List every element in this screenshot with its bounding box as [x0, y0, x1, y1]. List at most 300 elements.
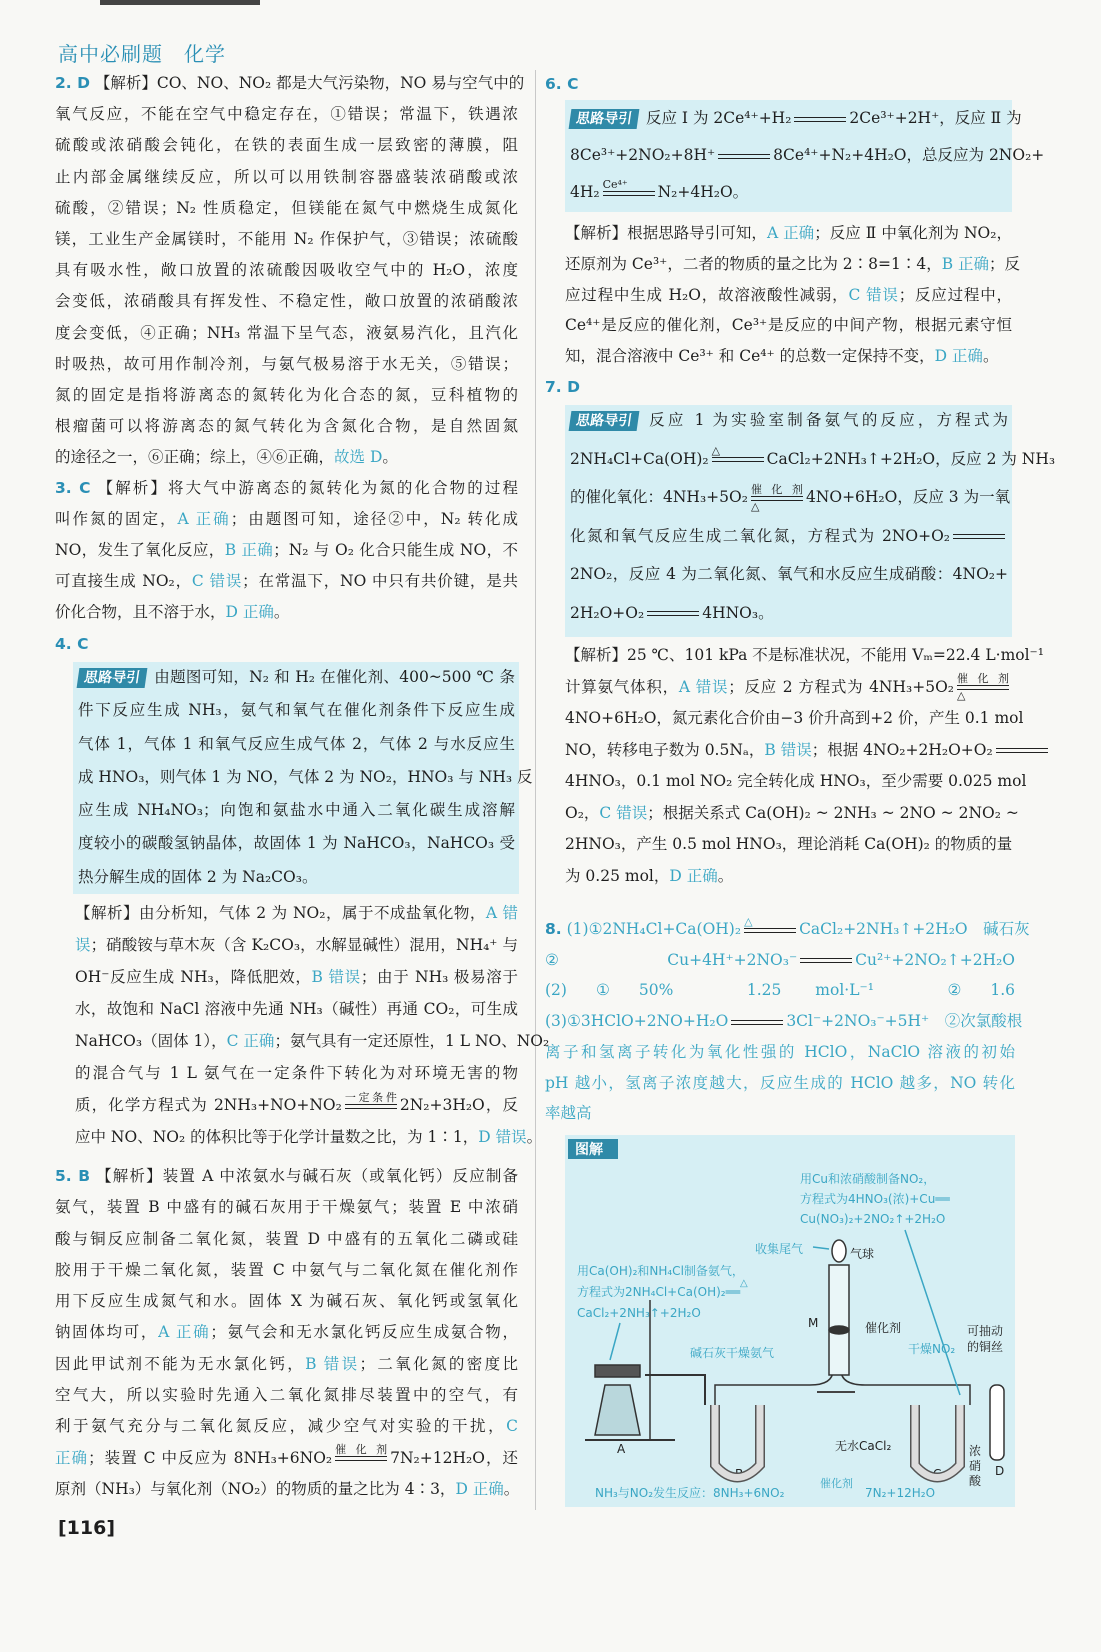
text-run: ；由题图可知，途径②中，N₂ 转化成 — [230, 510, 518, 528]
text-run: 8Ce⁴⁺+N₂+4H₂O，总反应为 2NO₂+ — [773, 146, 1045, 164]
text-line — [565, 249, 1021, 280]
text-line — [55, 1349, 518, 1380]
text-line — [78, 694, 515, 727]
text-run: 酸与铜反应制备二氧化氮，装置 D 中盛有的五氧化二磷或硅 — [55, 1229, 518, 1248]
judgement-text: D 正确 — [455, 1479, 504, 1498]
equation-sign — [718, 142, 770, 171]
text-run: 质，化学方程式为 2NH₃+NO+NO₂ — [75, 1096, 342, 1114]
judgement-text: A 正确 — [177, 510, 231, 528]
apparatus-diagram — [565, 1135, 1015, 1507]
condition-under — [712, 462, 764, 474]
condition-under — [953, 539, 1005, 551]
question-6-label — [545, 69, 1015, 100]
text-run: 胶用于干燥二氧化氮，装置 C 中氨气与二氧化氮在催化剂作 — [55, 1260, 518, 1279]
text-line — [55, 286, 518, 317]
text-run: 热分解生成的固体 2 为 Na₂CO₃。 — [78, 867, 318, 886]
text-run: CaCl₂+2NH₃↑+2H₂O 碱石灰 — [799, 920, 1030, 938]
text-run: 根瘤菌可以将游离态的氮气转化为含氮化合物，是自然固氮 — [55, 417, 518, 436]
judgement-text: C — [506, 1417, 518, 1436]
question-6-analysis — [565, 218, 1021, 372]
text-line — [55, 349, 518, 380]
text-run: 8Ce³⁺+2NO₂+8H⁺ — [570, 146, 716, 164]
text-run: 【解析】25 ℃、101 kPa 不是标准状况，不能用 Vₘ=22.4 L·mol⁻¹ — [565, 646, 1044, 664]
apparatus-svg — [565, 1135, 1015, 1507]
label-products: 7N₂+12H₂O — [865, 1486, 936, 1500]
column-divider — [535, 70, 536, 1510]
text-run: 叫作氮的固定， — [55, 510, 178, 528]
text-run: 硫酸或浓硝酸会钝化，在铁的表面生成一层致密的薄膜，阻 — [55, 136, 518, 155]
condition-under — [744, 933, 796, 945]
answer-label: 8. — [545, 920, 562, 938]
text-run: (2)①50% 1.25 mol·L⁻¹ ②1.6 — [545, 981, 1015, 1000]
label-balloon: 气球 — [850, 1247, 875, 1261]
judgement-text: 正确 — [55, 1448, 89, 1467]
text-line — [545, 1037, 1015, 1068]
text-line — [55, 224, 518, 255]
label-movable: 可抽动 — [967, 1324, 1004, 1338]
hint-tag: 思路导引 — [569, 109, 640, 129]
condition-over: Ce⁴⁺ — [602, 177, 628, 191]
text-line — [75, 1089, 518, 1121]
judgement-text: D 正确 — [934, 347, 983, 366]
text-run: 的混合气与 1 L 氨气在一定条件下转化为对环境无害的物 — [75, 1064, 518, 1082]
condition-under — [345, 1109, 397, 1121]
judgement-text: A 错 — [485, 904, 518, 922]
text-line — [545, 1068, 1015, 1099]
text-line — [570, 517, 1008, 556]
text-run: Ce⁴⁺是反应的催化剂，Ce³⁺是反应的中间产物，根据元素守恒 — [565, 316, 1012, 335]
text-line — [55, 99, 518, 130]
condition-over — [731, 1008, 783, 1020]
text-run: 气体 1，气体 1 和氧气反应生成气体 2，气体 2 与水反应生 — [78, 734, 515, 753]
answer-label: 6. C — [545, 75, 579, 93]
text-line — [565, 280, 1012, 311]
judgement-text: C 错误 — [191, 572, 243, 590]
question-3-answer — [55, 473, 518, 628]
text-line — [55, 442, 518, 473]
text-run: 原剂（NH₃）与氧化剂（NO₂）的物质的量之比为 4∶3， — [55, 1479, 456, 1498]
judgement-text: B 错误 — [311, 968, 361, 986]
text-run: 成 HNO₃，则气体 1 为 NO，气体 2 为 NO₂，HNO₃ 与 NH₃ 反 — [78, 767, 533, 786]
text-run: 反应 Ⅰ 为 2Ce⁴⁺+H₂ — [646, 109, 792, 127]
judgement-text: B 正确 — [224, 541, 274, 559]
answer-label: 7. D — [545, 378, 580, 396]
text-run: 2HNO₃，产生 0.5 mol HNO₃，理论消耗 Ca(OH)₂ 的物质的量 — [565, 835, 1013, 853]
label-tail-gas: 收集尾气 — [755, 1242, 804, 1256]
text-line — [55, 597, 518, 628]
text-run: 还原剂为 Ce³⁺，二者的物质的量之比为 2∶8=1∶4， — [565, 254, 942, 273]
text-run: 4H₂ — [570, 183, 600, 201]
text-run: 空气大，所以实验时先通入二氧化氮排尽装置中的空气，有 — [55, 1386, 518, 1405]
text-line — [55, 504, 518, 535]
text-run: ；氨气会和无水氯化钙反应生成氨合物， — [210, 1323, 518, 1342]
diagram-black-labels — [617, 1246, 1004, 1488]
label-b: B — [735, 1467, 744, 1481]
text-line — [565, 766, 1027, 798]
label-dry-nh3: 碱石灰干燥氨气 — [690, 1346, 775, 1360]
label-conc-1: 浓 — [969, 1444, 982, 1458]
text-run: ；二氧化氮的密度比 — [359, 1354, 518, 1373]
equation-sign — [335, 1444, 387, 1473]
text-line — [55, 1286, 518, 1317]
label-nh3-eq1: 方程式为2NH₄Cl+Ca(OH)₂══ — [577, 1285, 741, 1299]
text-run: 离子和氢离子转化为氧化性强的 HClO，NaClO 溶液的初始 — [545, 1042, 1015, 1061]
text-run: 件下反应生成 NH₃，氨气和氧气在催化剂条件下反应生成 — [78, 701, 515, 720]
text-line — [565, 735, 1012, 767]
question-4-hint — [78, 661, 533, 894]
condition-over: 催化剂 — [335, 1443, 388, 1457]
text-run: 反应 1 为实验室制备氨气的反应，方程式为 — [646, 411, 1008, 429]
judgement-text: D 错误 — [478, 1128, 527, 1146]
text-line — [545, 975, 1015, 1006]
judgement-text: A 正确 — [766, 224, 815, 242]
answer-label: 3. C — [55, 479, 91, 497]
equation-sign — [345, 1092, 397, 1121]
equation-sign — [744, 916, 796, 945]
equation-sign — [731, 1008, 783, 1037]
text-line — [78, 861, 515, 894]
text-line — [75, 993, 518, 1025]
text-line — [55, 380, 518, 411]
text-run: (1)①2NH₄Cl+Ca(OH)₂ — [561, 920, 742, 938]
text-run: 。 — [503, 1479, 520, 1498]
text-run: 7N₂+12H₂O，还 — [390, 1448, 518, 1467]
text-line — [545, 1006, 1023, 1037]
equation-sign — [996, 736, 1048, 765]
judgement-text: B 正确 — [941, 254, 990, 273]
label-cu-eq1: 方程式为4HNO₃(浓)+Cu══ — [800, 1192, 950, 1206]
condition-over — [953, 522, 1005, 534]
text-line — [55, 1224, 518, 1255]
judgement-text: B 错误 — [305, 1354, 360, 1373]
text-run: 应过程中生成 H₂O，故溶液酸性减弱， — [565, 285, 849, 304]
question-6-hint — [570, 100, 1045, 211]
answer-label: 5. B — [55, 1167, 91, 1185]
text-line — [55, 566, 518, 597]
text-run: ；N₂ 与 O₂ 化合只能生成 NO，不 — [273, 541, 518, 559]
label-d: D — [995, 1464, 1005, 1478]
text-line — [570, 478, 1011, 517]
label-conc-3: 酸 — [969, 1474, 982, 1488]
text-run: (3)①3HClO+2NO+H₂O — [545, 1012, 729, 1031]
label-cu-prep: 用Cu和浓硝酸制备NO₂， — [800, 1172, 936, 1186]
judgement-text: B 错误 — [764, 740, 812, 759]
label-conc-2: 硝 — [969, 1459, 982, 1473]
text-line — [55, 1380, 518, 1411]
text-run: 。 — [382, 448, 398, 467]
equation-sign — [953, 522, 1005, 551]
label-catalyst: 催化剂 — [865, 1321, 902, 1335]
text-run: ；氨气具有一定还原性，1 L NO、NO₂ — [274, 1032, 550, 1050]
text-run: 镁，工业生产金属镁时，不能用 N₂ 作保护气，③错误；浓硫酸 — [55, 230, 518, 249]
text-run: 2N₂+3H₂O，反 — [399, 1096, 518, 1114]
text-run: 度较小的碳酸氢钠晶体，故固体 1 为 NaHCO₃，NaHCO₃ 受 — [78, 834, 515, 853]
label-dry-no2: 干燥NO₂ — [908, 1342, 956, 1356]
condition-over — [794, 105, 846, 117]
condition-under: △ — [750, 499, 760, 513]
text-run: 度会变低，④正确；NH₃ 常温下呈气态，液氨易汽化，且汽化 — [55, 323, 518, 342]
text-line — [55, 473, 518, 504]
equation-sign — [751, 484, 803, 513]
condition-over: △ — [711, 444, 721, 457]
condition-under — [603, 196, 655, 208]
judgement-text: D 正确 — [225, 603, 274, 621]
text-run: 化氮和氧气反应生成二氧化氮，方程式为 2NO+O₂ — [570, 526, 950, 545]
question-4-label — [55, 629, 518, 660]
condition-over: 催化剂 — [957, 672, 1009, 685]
text-line — [565, 640, 1044, 672]
judgement-text: A 错误 — [678, 677, 729, 696]
condition-over: △ — [744, 914, 753, 928]
text-line — [545, 1098, 1015, 1129]
text-run: ；反 — [989, 254, 1021, 273]
equation-sign — [794, 105, 846, 134]
text-run: 应中 NO、NO₂ 的体积比等于化学计量数之比，为 1∶1， — [75, 1128, 479, 1146]
text-line — [78, 661, 515, 694]
label-copper-wire: 的铜丝 — [967, 1340, 1004, 1354]
judgement-text: 故选 D — [334, 448, 383, 467]
judgement-text: D 正确 — [669, 866, 718, 885]
question-7-analysis — [565, 640, 1044, 892]
text-run: ；在常温下，NO 中只有共价键，是共 — [242, 572, 518, 590]
question-8-answer — [545, 914, 1030, 1129]
text-line — [55, 1411, 518, 1442]
label-catalyst-small: 催化剂 — [820, 1477, 853, 1490]
text-line — [565, 310, 1012, 341]
equation-sign — [800, 946, 852, 975]
text-run: NO，发生了氧化反应， — [55, 541, 225, 559]
text-run: ；由于 NH₃ 极易溶于 — [360, 968, 518, 986]
label-delta: △ — [740, 1278, 748, 1289]
judgement-text: C 正确 — [226, 1032, 275, 1050]
text-line — [75, 1121, 543, 1153]
text-run: pH 越小，氢离子浓度越大，反应生成的 HClO 越多，NO 转化 — [545, 1073, 1015, 1092]
text-line — [55, 1317, 518, 1348]
judgement-text: 误 — [75, 936, 91, 954]
text-run: 的途径之一，⑥正确；综上，④⑥正确， — [55, 448, 335, 467]
top-edge-bar — [100, 0, 260, 5]
page-header-title: 高中必刷题 化学 — [58, 42, 226, 66]
text-line — [55, 1443, 518, 1474]
text-line — [570, 594, 1008, 633]
text-run: 。 — [526, 1128, 543, 1146]
text-line — [55, 629, 518, 660]
text-line — [565, 341, 1012, 372]
condition-under — [335, 1461, 387, 1473]
question-4-analysis — [75, 897, 550, 1153]
text-run: 率越高 — [545, 1104, 592, 1123]
text-run: 利于氨气充分与二氧化氮反应，减少空气对实验的干扰， — [55, 1417, 507, 1436]
hint-tag: 思路导引 — [77, 668, 148, 688]
label-c: C — [933, 1467, 942, 1481]
text-run: ；反应 2 方程式为 4NH₃+5O₂ — [728, 677, 954, 696]
condition-under — [800, 963, 852, 975]
text-run: NaHCO₃（固体 1）， — [75, 1032, 227, 1050]
condition-under — [647, 616, 699, 628]
condition-under — [996, 753, 1048, 765]
text-line — [570, 100, 1022, 137]
text-run: ；根据 4NO₂+2H₂O+O₂ — [811, 740, 993, 759]
text-run: OH⁻反应生成 NH₃，降低肥效， — [75, 968, 312, 986]
label-cacl2: 无水CaCl₂ — [835, 1439, 892, 1453]
text-run: 4NO+6H₂O，氮元素化合价由−3 价升高到+2 价，产生 0.1 mol — [565, 709, 1024, 727]
page-number: [116] — [58, 1517, 116, 1539]
text-line — [75, 1025, 550, 1057]
text-run: 钠固体均可， — [55, 1323, 159, 1342]
judgement-text: C 错误 — [599, 803, 648, 822]
judgement-text: C 错误 — [848, 285, 899, 304]
text-run: N₂+4H₂O。 — [657, 183, 749, 201]
text-line — [55, 193, 518, 224]
judgement-text: A 正确 — [158, 1323, 211, 1342]
text-line — [55, 1192, 518, 1223]
text-run: 可直接生成 NO₂， — [55, 572, 192, 590]
question-7-label — [545, 372, 1015, 403]
text-line — [55, 255, 518, 286]
text-run: ；装置 C 中反应为 8NH₃+6NO₂ — [88, 1448, 333, 1467]
text-run: 。 — [982, 347, 999, 366]
text-line — [55, 535, 518, 566]
text-run: 止内部金属继续反应，所以可以用铁制容器盛装浓硝酸或浓 — [55, 167, 518, 186]
text-run: 用下反应生成氮气和水。固体 X 为碱石灰、氧化钙或氢氧化 — [55, 1292, 518, 1311]
text-line — [75, 961, 518, 993]
label-reaction: NH₃与NO₂发生反应：8NH₃+6NO₂ — [595, 1486, 785, 1500]
condition-over — [718, 142, 770, 154]
text-line — [565, 672, 1012, 704]
label-m: M — [808, 1316, 819, 1330]
equation-sign — [647, 599, 699, 628]
text-line — [78, 827, 515, 860]
text-line — [565, 703, 1024, 735]
text-run: 2Ce³⁺+2H⁺，反应 Ⅱ 为 — [849, 109, 1022, 127]
text-run: 4HNO₃，0.1 mol NO₂ 完全转化成 HNO₃，至少需要 0.025 mol — [565, 772, 1027, 790]
text-line — [545, 372, 1015, 403]
text-run: 硫酸，②错误；N₂ 性质稳定，但镁能在氮气中燃烧生成氮化 — [55, 198, 518, 217]
text-line — [545, 914, 1030, 945]
text-line — [55, 411, 518, 442]
text-run: 计算氨气体积， — [565, 677, 679, 696]
condition-over: 一定条件 — [344, 1090, 397, 1104]
condition-over: 催化剂 — [750, 482, 803, 496]
label-nh3-eq2: CaCl₂+2NH₃↑+2H₂O — [577, 1306, 701, 1320]
text-line — [78, 728, 515, 761]
text-line — [55, 162, 518, 193]
question-7-hint — [570, 401, 1056, 632]
text-run: ；反应过程中， — [898, 285, 1012, 304]
text-run: 会变低，浓硝酸具有挥发性、不稳定性，敞口放置的浓硝酸浓 — [55, 292, 518, 311]
text-run: 【解析】根据思路导引可知， — [565, 224, 767, 242]
text-line — [75, 1057, 518, 1089]
answer-label: 2. D — [55, 74, 90, 92]
text-line — [565, 798, 1019, 830]
text-run: 。 — [273, 603, 290, 621]
label-cu-eq2: Cu(NO₃)₂+2NO₂↑+2H₂O — [800, 1212, 946, 1226]
text-run: 氧气反应，不能在空气中稳定存在，①错误；常温下，铁遇浓 — [55, 105, 518, 124]
text-line — [78, 761, 533, 794]
text-run: NO，转移电子数为 0.5Nₐ， — [565, 740, 765, 759]
text-run: 价化合物，且不溶于水， — [55, 603, 226, 621]
text-run: 为 0.25 mol， — [565, 866, 670, 885]
text-run: 由题图可知，N₂ 和 H₂ 在催化剂、400~500 ℃ 条 — [154, 668, 515, 686]
text-line — [78, 794, 515, 827]
text-line — [570, 401, 1008, 440]
question-2-answer — [55, 68, 525, 474]
text-run: 4NO+6H₂O，反应 3 为一氧 — [805, 488, 1011, 506]
text-run: 【解析】由分析知，气体 2 为 NO₂，属于不成盐氧化物， — [75, 904, 486, 922]
text-run: 4HNO₃。 — [702, 603, 774, 622]
condition-under: △ — [957, 689, 966, 702]
text-line — [55, 1161, 518, 1192]
text-run: 2NH₄Cl+Ca(OH)₂ — [570, 449, 709, 468]
text-line — [565, 829, 1012, 861]
question-5-answer — [55, 1161, 518, 1505]
hint-tag: 思路导引 — [569, 411, 640, 431]
text-run: Cu²⁺+2NO₂↑+2H₂O — [855, 950, 1015, 969]
text-run: 水，故饱和 NaCl 溶液中先通 NH₃（碱性）再通 CO₂，可生成 — [75, 1000, 518, 1018]
diagram-tag: 图解 — [575, 1142, 603, 1158]
text-line — [570, 555, 1008, 594]
text-line — [545, 945, 1015, 976]
condition-over — [996, 736, 1048, 748]
text-run: 应生成 NH₄NO₃；向饱和氨盐水中通入二氧化碳生成溶解 — [78, 801, 515, 820]
text-run: 【解析】装置 A 中浓氨水与碱石灰（或氧化钙）反应制备 — [90, 1167, 518, 1185]
text-line — [75, 929, 518, 961]
text-run: 知，混合溶液中 Ce³⁺ 和 Ce⁴⁺ 的总数一定保持不变， — [565, 347, 935, 366]
equation-sign — [957, 673, 1009, 702]
text-run: CaCl₂+2NH₃↑+2H₂O，反应 2 为 NH₃ — [766, 449, 1056, 468]
text-run: 因此甲试剂不能为无水氯化钙， — [55, 1354, 306, 1373]
text-line — [75, 897, 518, 929]
text-run: 【解析】将大气中游离态的氮转化为氮的化合物的过程 — [90, 479, 518, 497]
condition-over — [647, 599, 699, 611]
condition-under — [731, 1025, 783, 1037]
text-line — [570, 440, 1056, 479]
text-line — [55, 68, 525, 99]
text-run: 2NO₂，反应 4 为二氧化氮、氧气和水反应生成硝酸：4NO₂+ — [570, 565, 1008, 583]
text-line — [570, 174, 1008, 211]
text-run: 3Cl⁻+2NO₃⁻+5H⁺ ②次氯酸根 — [786, 1012, 1023, 1031]
equation-sign — [712, 445, 764, 474]
text-run: O₂， — [565, 803, 600, 822]
text-line — [55, 318, 518, 349]
text-run: 的催化氧化：4NH₃+5O₂ — [570, 488, 748, 506]
text-run: 2H₂O+O₂ — [570, 603, 645, 622]
text-run: 。 — [717, 866, 734, 885]
condition-over — [800, 946, 852, 958]
text-line — [55, 130, 518, 161]
equation-sign — [603, 179, 655, 208]
text-run: 具有吸水性，敞口放置的浓硫酸因吸收空气中的 H₂O，浓度 — [55, 261, 518, 280]
text-line — [55, 1255, 518, 1286]
label-nh3-prep: 用Ca(OH)₂和NH₄Cl制备氨气， — [577, 1264, 744, 1278]
text-run: 氨气，装置 B 中盛有的碱石灰用于干燥氨气；装置 E 中浓硝 — [55, 1198, 518, 1217]
text-line — [570, 137, 1045, 174]
text-run: ②Cu+4H⁺+2NO₃⁻ — [545, 950, 798, 969]
text-line — [565, 861, 1012, 893]
text-line — [55, 1474, 518, 1505]
text-line — [545, 69, 1015, 100]
text-run: ；反应 Ⅱ 中氧化剂为 NO₂， — [814, 224, 1012, 242]
diagram-annotations — [577, 1171, 955, 1500]
text-run: ；硝酸铵与草木灰（含 K₂CO₃，水解显碱性）混用，NH₄⁺ 与 — [90, 936, 518, 954]
condition-under — [794, 122, 846, 134]
text-run: 时吸热，故可用作制冷剂，与氨气极易溶于水无关，⑤错误； — [55, 354, 518, 373]
text-run: ；根据关系式 Ca(OH)₂ ~ 2NH₃ ~ 2NO ~ 2NO₂ ~ — [647, 803, 1019, 822]
text-run: 【解析】CO、NO、NO₂ 都是大气污染物，NO 易与空气中的 — [89, 74, 525, 92]
condition-under — [718, 159, 770, 171]
text-run: 氮的固定是指将游离态的氮转化为化合态的氮，豆科植物的 — [55, 386, 518, 405]
answer-label: 4. C — [55, 635, 89, 653]
